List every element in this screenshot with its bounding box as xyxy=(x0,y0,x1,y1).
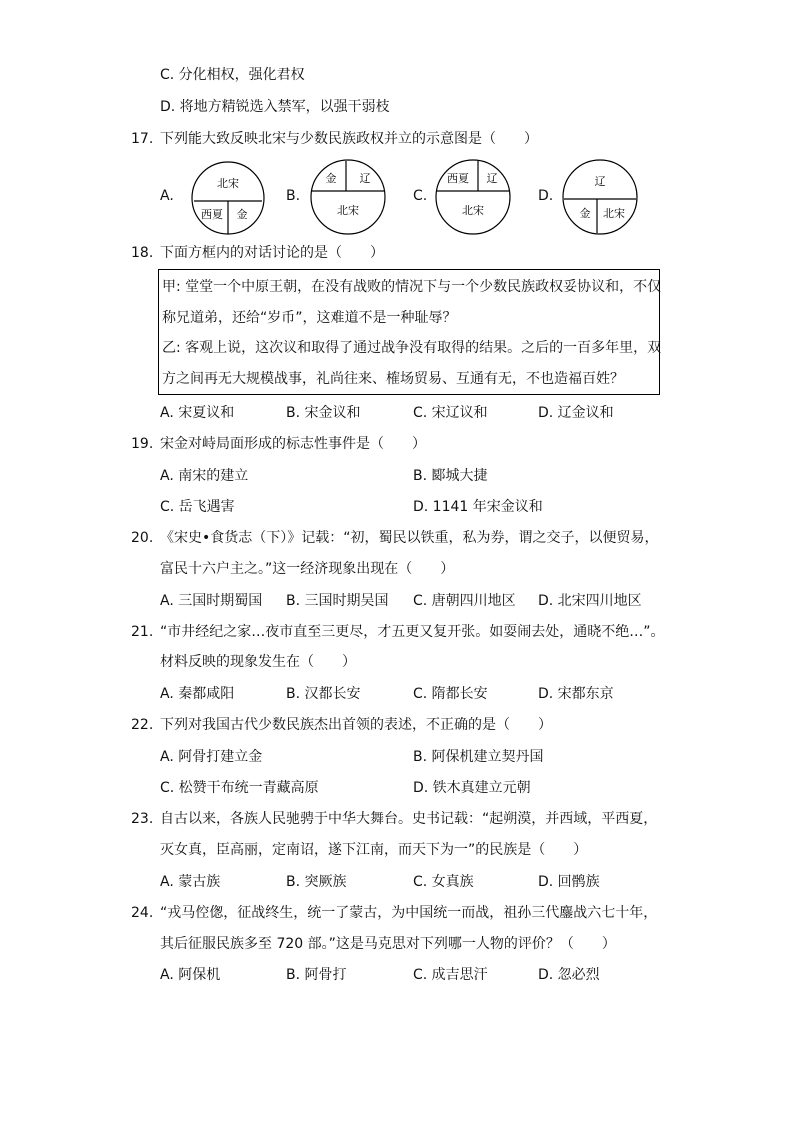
q22-option-d[interactable]: D. 铁木真建立元朝 xyxy=(413,780,531,796)
q21-option-c[interactable]: C. 隋都长安 xyxy=(413,686,488,702)
q21-option-d[interactable]: D. 宋都东京 xyxy=(538,686,614,702)
q17-label-d: D. xyxy=(538,188,554,204)
q19-option-c[interactable]: C. 岳飞遇害 xyxy=(160,499,235,515)
q20-option-c[interactable]: C. 唐朝四川地区 xyxy=(413,593,516,609)
q17-d-br-label: 北宋 xyxy=(603,207,625,220)
q20-stem-line-2: 富民十六户主之。”这一经济现象出现在（ ） xyxy=(160,561,455,577)
q17-c-bottom-label: 北宋 xyxy=(462,204,484,217)
q20-option-a[interactable]: A. 三国时期蜀国 xyxy=(160,593,263,609)
q18-option-b[interactable]: B. 宋金议和 xyxy=(286,405,361,421)
q24-stem-line-2: 其后征服民族多至 720 部。”这是马克思对下列哪一人物的评价？（ ） xyxy=(160,936,616,952)
q18-stem: 下面方框内的对话讨论的是（ ） xyxy=(160,245,384,261)
q18-option-a[interactable]: A. 宋夏议和 xyxy=(160,405,235,421)
q17-diagram-c xyxy=(434,158,512,240)
q21-option-a[interactable]: A. 秦都咸阳 xyxy=(160,686,235,702)
q20-number: 20. xyxy=(131,530,154,546)
q22-option-b[interactable]: B. 阿保机建立契丹国 xyxy=(413,749,544,765)
q20-option-d[interactable]: D. 北宋四川地区 xyxy=(538,593,642,609)
q21-option-b[interactable]: B. 汉都长安 xyxy=(286,686,361,702)
q22-stem: 下列对我国古代少数民族杰出首领的表述，不正确的是（ ） xyxy=(160,717,552,733)
q19-stem: 宋金对峙局面形成的标志性事件是（ ） xyxy=(160,436,426,452)
q17-diagram-d xyxy=(561,158,639,240)
q18-option-c[interactable]: C. 宋辽议和 xyxy=(413,405,488,421)
q17-number: 17. xyxy=(131,131,154,147)
q23-stem-line-1: 自古以来，各族人民驰骋于中华大舞台。史书记载：“起朔漠，并西域，平西夏， xyxy=(160,811,658,827)
q23-option-c[interactable]: C. 女真族 xyxy=(413,874,474,890)
q24-option-c[interactable]: C. 成吉思汗 xyxy=(413,967,488,983)
q17-d-bl-label: 金 xyxy=(579,207,591,220)
q24-number: 24. xyxy=(131,905,154,921)
q17-label-c: C. xyxy=(413,188,428,204)
q19-option-d[interactable]: D. 1141 年宋金议和 xyxy=(413,499,543,515)
q23-option-a[interactable]: A. 蒙古族 xyxy=(160,874,221,890)
q22-number: 22. xyxy=(131,717,154,733)
q23-option-b[interactable]: B. 突厥族 xyxy=(286,874,347,890)
q21-number: 21. xyxy=(131,624,154,640)
q18-box-line-1: 甲: 堂堂一个中原王朝，在没有战败的情况下与一个少数民族政权妥协议和，不仅 xyxy=(162,279,662,295)
q17-diagram-b xyxy=(309,158,387,240)
q19-number: 19. xyxy=(131,436,154,452)
q24-option-a[interactable]: A. 阿保机 xyxy=(160,967,221,983)
q17-c-tl-label: 西夏 xyxy=(447,172,469,185)
q16-option-d: D. 将地方精锐选入禁军，以强干弱枝 xyxy=(160,99,390,115)
q20-stem-line-1: 《宋史•食货志（下）》记载：“初，蜀民以铁重，私为券，谓之交子，以便贸易， xyxy=(160,530,659,546)
q18-option-d[interactable]: D. 辽金议和 xyxy=(538,405,614,421)
q20-option-b[interactable]: B. 三国时期吴国 xyxy=(286,593,389,609)
q24-stem-line-1: “戎马倥偬，征战终生，统一了蒙古，为中国统一而战，祖孙三代鏖战六七十年， xyxy=(160,905,658,921)
q19-option-a[interactable]: A. 南宋的建立 xyxy=(160,468,249,484)
q23-number: 23. xyxy=(131,811,154,827)
q17-c-tr-label: 辽 xyxy=(486,172,498,185)
q24-option-b[interactable]: B. 阿骨打 xyxy=(286,967,347,983)
q16-option-c: C. 分化相权，强化君权 xyxy=(160,67,305,83)
q17-a-top-label: 北宋 xyxy=(217,177,239,190)
q21-stem-line-1: “市井经纪之家…夜市直至三更尽，才五更又复开张。如耍闹去处，通晓不绝…”。 xyxy=(160,624,665,640)
q18-box-line-3: 乙: 客观上说，这次议和取得了通过战争没有取得的结果。之后的一百多年里，双 xyxy=(162,340,662,356)
q21-stem-line-2: 材料反映的现象发生在（ ） xyxy=(160,654,356,670)
q18-box-line-4: 方之间再无大规模战事，礼尚往来、榷场贸易、互通有无，不也造福百姓？ xyxy=(162,371,624,387)
q22-option-a[interactable]: A. 阿骨打建立金 xyxy=(160,749,263,765)
q24-option-d[interactable]: D. 忽必烈 xyxy=(538,967,600,983)
q17-d-top-label: 辽 xyxy=(594,175,606,188)
q17-b-bottom-label: 北宋 xyxy=(337,204,359,217)
q17-a-bl-label: 西夏 xyxy=(201,208,223,221)
q17-label-a: A. xyxy=(160,188,174,204)
q19-option-b[interactable]: B. 郾城大捷 xyxy=(413,468,488,484)
q17-b-tl-label: 金 xyxy=(325,172,337,185)
q23-stem-line-2: 灭女真，臣高丽，定南诏，遂下江南，而天下为一”的民族是（ ） xyxy=(160,842,588,858)
q17-label-b: B. xyxy=(286,188,301,204)
q17-stem: 下列能大致反映北宋与少数民族政权并立的示意图是（ ） xyxy=(160,131,538,147)
q17-a-br-label: 金 xyxy=(236,208,248,221)
q17-b-tr-label: 辽 xyxy=(359,172,371,185)
q22-option-c[interactable]: C. 松赞干布统一青藏高原 xyxy=(160,780,319,796)
q18-box-line-2: 称兄道弟，还给“岁币”，这难道不是一种耻辱？ xyxy=(162,310,457,326)
q23-option-d[interactable]: D. 回鹘族 xyxy=(538,874,600,890)
q18-number: 18. xyxy=(131,245,154,261)
q17-diagram-a xyxy=(190,160,266,240)
